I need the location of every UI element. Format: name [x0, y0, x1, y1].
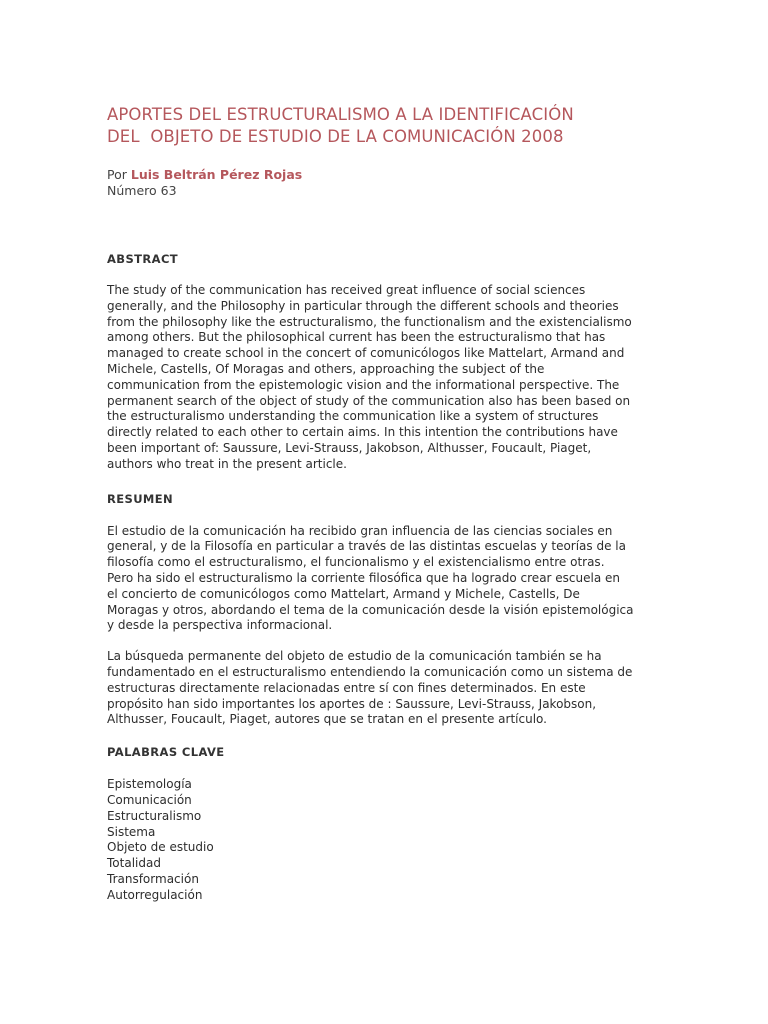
keyword-item: Transformación — [107, 871, 199, 886]
keyword-item: Autorregulación — [107, 887, 203, 902]
document-page — [107, 104, 662, 904]
keyword-item: Sistema — [107, 824, 156, 839]
resumen-paragraph-2: La búsqueda permanente del objeto de estudio de la comunicación también se ha fundamentado en el estructuralismo entendiendo la comunicación como un sistema de estructuras directamente relacionadas entre sí con fines determinados. En este propósito han sido importantes los aportes de : Saussure, Levi-Strauss, Jakobson, Althusser, Foucault, Piaget, autores que se tratan en el presente artículo. — [107, 649, 633, 727]
keyword-item: Estructuralismo — [107, 808, 202, 823]
abstract-heading: ABSTRACT — [107, 252, 179, 266]
keywords-list — [107, 777, 662, 903]
keyword-item: Objeto de estudio — [107, 840, 214, 855]
byline-prefix: Por — [107, 167, 131, 182]
keyword-item: Totalidad — [107, 856, 161, 871]
issue-number: Número 63 — [107, 183, 177, 198]
article-title: APORTES DEL ESTRUCTURALISMO A LA IDENTIFICACIÓN DEL OBJETO DE ESTUDIO DE LA COMUNICACIÓN 2008 — [107, 105, 574, 146]
author-name: Luis Beltrán Pérez Rojas — [130, 167, 303, 182]
keywords-heading: PALABRAS CLAVE — [107, 745, 225, 760]
keyword-item: Comunicación — [107, 792, 192, 807]
resumen-heading: RESUMEN — [107, 491, 174, 506]
abstract-text: The study of the communication has received great influence of social sciences generally, and the Philosophy in particular through the different schools and theories from the philosophy like the estructuralismo, the functionalism and the existencialismo among others. But the philosophical current has been the estructuralismo that has managed to create school in the concert of comunicólogos like Mattelart, Armand and Michele, Castells, Of Moragas and others, approaching the subject of the communication from the epistemologic vision and the informational perspective. The permanent search of the object of study of the communication also has been based on the estructuralismo understanding the communication like a system of structures directly related to each other to certain aims. In this intention the contributions have been important of: Saussure, Levi-Strauss, Jakobson, Althusser, Foucault, Piaget, authors who treat in the present article. — [107, 283, 632, 471]
resumen-paragraph-1: El estudio de la comunicación ha recibido gran influencia de las ciencias sociales en general, y de la Filosofía en particular a través de las distintas escuelas y teorías de la filosofía como el estructuralismo, el funcionalismo y el existencialismo entre otras. Pero ha sido el estructuralismo la corriente filosófica que ha logrado crear escuela en el concierto de comunicólogos como Mattelart, Armand y Michele, Castells, De Moragas y otros, abordando el tema de la comunicación desde la visión epistemológica y desde la perspectiva informacional. — [107, 523, 634, 633]
byline — [107, 166, 662, 183]
keyword-item: Epistemología — [107, 777, 192, 792]
